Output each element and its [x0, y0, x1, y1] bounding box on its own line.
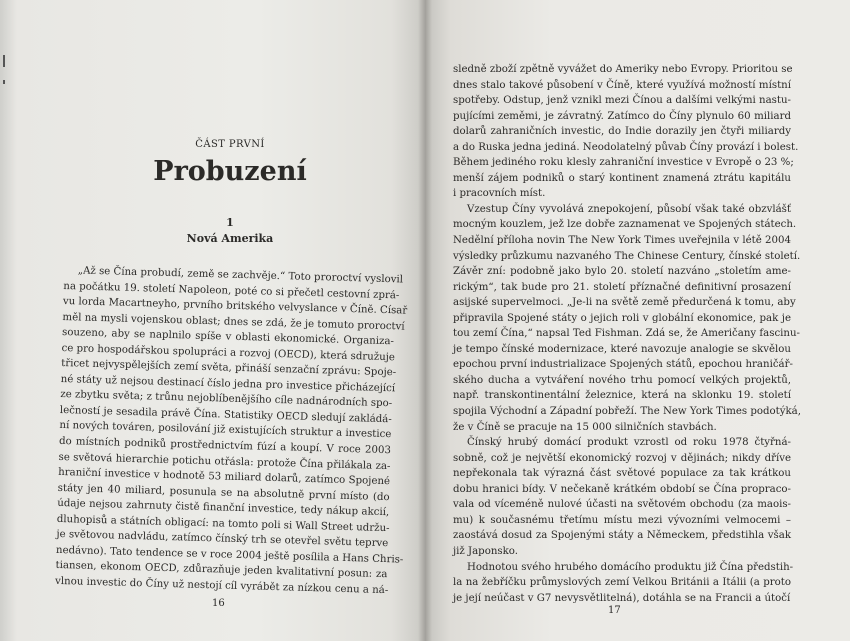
text-line: Nedělní příloha novin The New York Times uveřejnila v létě 2004: [453, 235, 791, 247]
text-line: spojila Východní a Západní pobřeží. The New York Times podotýká,: [453, 406, 801, 418]
text-line: dluhopisů a státních obligací: na tomto poli si Wall Street udržu-: [56, 513, 390, 534]
text-line: dolarů zahraničních investic, do Indie dorazily jen čtyři miliardy: [453, 126, 791, 138]
text-line: dnes stalo takové působení v Číně, které využívá možností místní: [453, 79, 791, 91]
text-line: třicet nejvyspělejších zemí světa, přináší senzační zprávu: Spoje-: [61, 358, 397, 379]
text-line: sledně zboží zpětně vyvážet do Ameriky nebo Evropy. Prioritou se: [453, 64, 793, 75]
text-line: údaje nejsou zahrnuty čistě finanční investice, tedy nákup akcií,: [57, 498, 390, 519]
text-line: „Až se Čína probudí, země se zachvěje.“ Toto proroctví vyslovil: [77, 265, 404, 286]
scan-mark: [3, 80, 5, 84]
text-line: la na žebříčku průmyslových zemí Velkou Británii a Itálii (a proto: [453, 577, 791, 589]
text-line: i pracovních míst.: [453, 188, 546, 200]
text-line: vu lorda Macartneyho, prvního britského velvyslance v Číně. Císař: [62, 296, 408, 317]
text-line: již Japonsko.: [453, 545, 518, 557]
text-line: např. transkontinentální železnice, která na sklonku 19. století: [453, 390, 791, 402]
scan-mark: [3, 55, 5, 67]
page-number-right: 17: [608, 605, 621, 616]
part-label: ČÁST PRVNÍ: [195, 139, 265, 150]
text-line: že v Číně se pracuje na 15 000 silničních stavbách.: [453, 421, 717, 433]
text-line: Hodnotou svého hrubého domácího produktu již Čína předstih-: [467, 561, 794, 573]
text-line: ského ducha a vytváření nového trhu pomocí velkých projektů,: [453, 374, 791, 386]
text-line: připravila Spojené státy o jejich roli v globální ekonomice, pak je: [453, 312, 791, 324]
left-body-text: [54, 263, 408, 599]
text-line: ze zbytku světa; z trůnu nejoblíbenějšího cíle nadnárodních spo-: [60, 389, 393, 410]
right-body-text: [453, 62, 801, 606]
page-number-left: 16: [212, 598, 225, 609]
text-line: měl na mysli vojenskou oblast; dnes se zdá, že je tomuto proroctví: [62, 311, 405, 333]
text-line: tiansen, ekonom OECD, zdůrazňuje jeden kvalitativní posun: za: [55, 560, 388, 581]
text-line: a do Ruska jedna jediná. Neodolatelný půvab Číny provází i bolest.: [453, 141, 799, 153]
text-line: vlnou investic do Číny už nestojí cíl vyrábět za nízkou cenu a ná-: [54, 575, 389, 597]
text-line: Čínský hrubý domácí produkt vzrostl od roku 1978 čtyřná-: [467, 437, 791, 449]
text-line: je tempo čínské modernizace, které navozuje analogie se skvělou: [453, 343, 791, 355]
text-line: pujícími zeměmi, je závratný. Zatímco do Číny plynulo 60 miliard: [453, 110, 791, 122]
text-line: mocným kouzlem, jež lze dobře zaznamenat ve Spojených státech.: [453, 219, 797, 231]
text-line: asijské supervelmoci. „Je-li na světě země předurčená k tomu, aby: [453, 297, 796, 309]
text-line: tou zemí Čína,“ napsal Ted Fishman. Zdá se, že Američany fascinu-: [453, 328, 800, 340]
text-line: souzeno, aby se naplnilo spíše v oblasti ekonomické. Organiza-: [61, 327, 395, 348]
text-line: ce pro hospodářskou spolupráci a rozvoj (OECD), která sdružuje: [61, 342, 396, 364]
text-line: nedávno). Tato tendence se v roce 2004 ještě posílila a Hans Chris-: [55, 544, 404, 566]
text-line: mu) k současnému třetímu místu mezi vývozními velmocemi –: [453, 514, 791, 526]
text-line: né státy už nejsou destinací číslo jedna pro investice přicházející: [60, 373, 396, 395]
part-title: Probuzení: [153, 156, 307, 187]
text-line: sobně, což je největší ekonomický rozvoj v dějinách; nikdy dříve: [453, 452, 791, 464]
text-line: dobu hranici bídy. V nečekaně krátkém období se Čína propraco-: [453, 483, 791, 495]
text-line: je světovou nadvládu, zatímco čínský trh se otevřel světu teprve: [56, 529, 389, 550]
text-line: výsledky průzkumu nazvaného The Chinese Century, čínské století.: [453, 250, 801, 262]
text-line: Závěr zní: podobně jako bylo 20. století nazváno „stoletím ame-: [453, 266, 791, 278]
chapter-title: Nová Amerika: [186, 232, 274, 245]
text-line: spotřeby. Odstup, jenž vznikl mezi Čínou a dalšími velkými nastu-: [453, 95, 791, 107]
text-line: do místních podniků prostřednictvím fúzí a koupí. V roce 2003: [58, 435, 392, 457]
book-gutter: [418, 0, 432, 641]
text-line: ní nových továren, posilování již existujících struktur a investice: [59, 420, 392, 441]
text-line: rickým“, tak bude pro 21. století příznačné definitivní prosazení: [453, 281, 791, 293]
text-line: na počátku 19. století Napoleon, poté co si přečetl cestovní zprá-: [63, 280, 400, 301]
text-line: je její neúčast v G7 nevysvětlitelná), dotáhla se na Francii a útočí: [453, 592, 791, 604]
text-line: vala od víceméně nulové účasti na světovém obchodu (za maois-: [453, 499, 791, 511]
text-line: Vzestup Číny vyvolává znepokojení, působí však také obzvlášť: [467, 203, 791, 215]
right-page: [425, 0, 850, 641]
text-line: zaostává dosud za Spojenými státy a Německem, předstihla však: [453, 530, 791, 542]
text-line: nepřekonala tak výrazná část světové populace za tak krátkou: [453, 468, 791, 480]
text-line: se světová hierarchie potichu otřásla: protože Čína přilákala za-: [58, 451, 391, 472]
text-line: Během jediného roku klesly zahraniční investice v Evropě o 23 %;: [453, 157, 794, 169]
text-line: menší zájem podniků o starý kontinent znamená ztrátu kapitálu: [453, 172, 791, 184]
text-line: hraniční investice v hodnotě 53 miliard dolarů, zatímco Spojené: [57, 467, 391, 488]
text-line: státy jen 40 miliard, posunula se na absolutně první místo (do: [57, 482, 390, 503]
text-line: epochou první industrializace Spojených států, epochou hraničář-: [453, 359, 793, 371]
chapter-number: 1: [226, 216, 234, 229]
text-line: lečností je sesadila právě Čína. Statistiky OECD sledují zakládá-: [59, 404, 392, 426]
